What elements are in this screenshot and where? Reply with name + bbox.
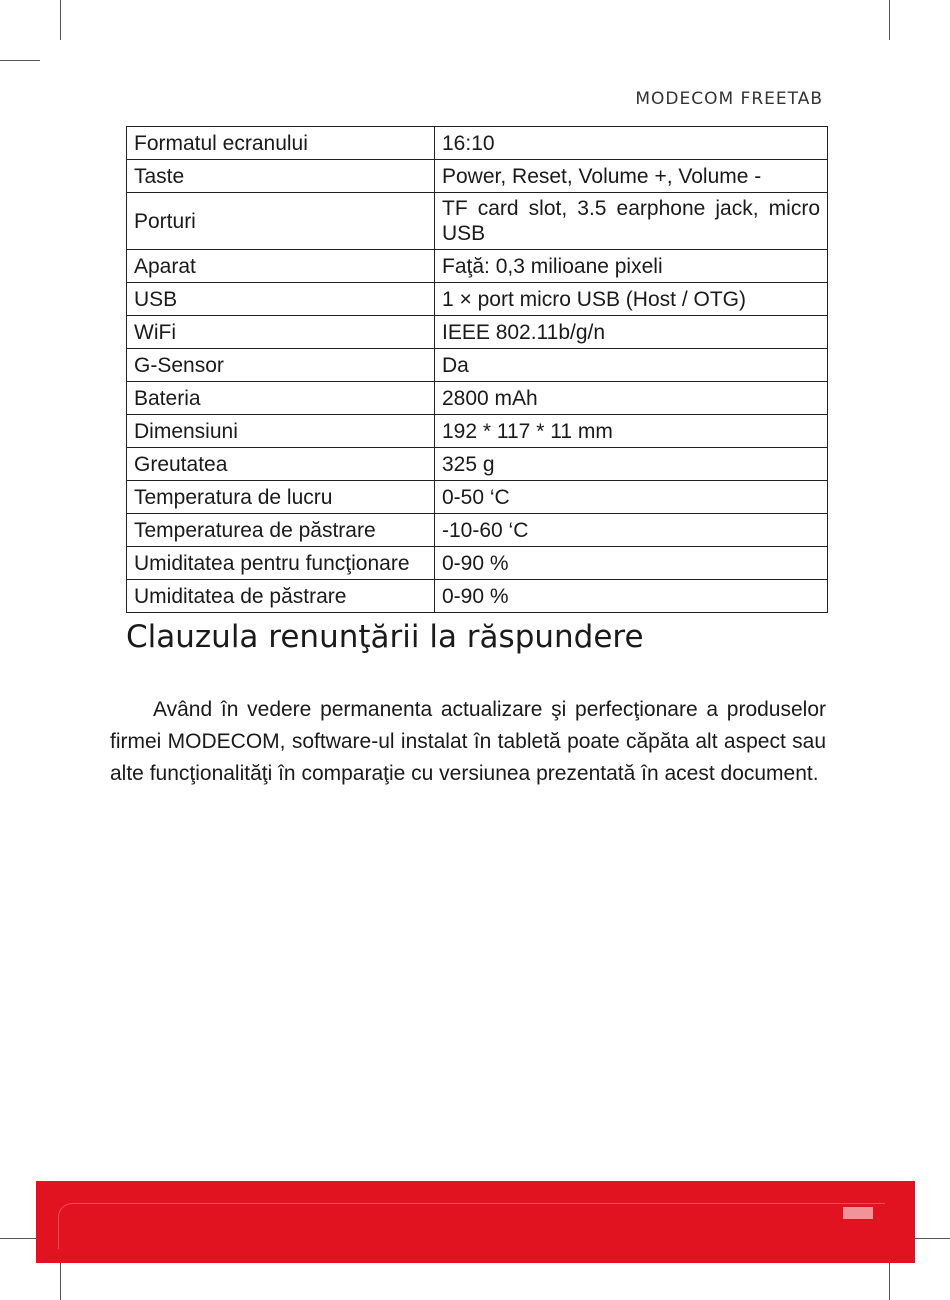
table-row xyxy=(127,193,828,250)
spec-key: Bateria xyxy=(127,382,435,415)
spec-key: Taste xyxy=(127,160,435,193)
section-title: Clauzula renunţării la răspundere xyxy=(126,619,644,655)
specs-table xyxy=(126,126,828,613)
crop-mark xyxy=(0,60,40,61)
spec-value: TF card slot, 3.5 earphone jack, micro USB xyxy=(435,193,828,250)
table-row xyxy=(127,349,828,382)
spec-value: 325 g xyxy=(435,448,828,481)
crop-mark xyxy=(0,1238,40,1239)
spec-value: 0-90 % xyxy=(435,580,828,613)
spec-key: Porturi xyxy=(127,193,435,250)
table-row xyxy=(127,316,828,349)
table-row xyxy=(127,580,828,613)
footer-inner-frame xyxy=(58,1203,885,1249)
spec-value: IEEE 802.11b/g/n xyxy=(435,316,828,349)
spec-key: Temperatura de lucru xyxy=(127,481,435,514)
spec-key: Greutatea xyxy=(127,448,435,481)
spec-key: Umiditatea de păstrare xyxy=(127,580,435,613)
crop-mark xyxy=(889,1258,890,1300)
header-brand: MODECOM FREETAB xyxy=(635,89,823,109)
spec-key: Temperaturea de păstrare xyxy=(127,514,435,547)
spec-key: USB xyxy=(127,283,435,316)
spec-key: WiFi xyxy=(127,316,435,349)
spec-value: 1 × port micro USB (Host / OTG) xyxy=(435,283,828,316)
table-row xyxy=(127,514,828,547)
spec-value: 0-90 % xyxy=(435,547,828,580)
crop-mark xyxy=(60,1258,61,1300)
spec-key: Formatul ecranului xyxy=(127,127,435,160)
disclaimer-paragraph: Având în vedere permanenta actualizare şi perfecţionare a produselor firmei MODECOM, software-ul instalat în tabletă poate căpăta alt aspect sau alte funcţionalităţi în comparaţie cu versiunea prezentată în acest document. xyxy=(110,698,826,785)
table-row xyxy=(127,448,828,481)
crop-mark xyxy=(60,0,61,40)
spec-value: Power, Reset, Volume +, Volume - xyxy=(435,160,828,193)
spec-value: Faţă: 0,3 milioane pixeli xyxy=(435,250,828,283)
table-row xyxy=(127,415,828,448)
spec-value: 16:10 xyxy=(435,127,828,160)
footer-bar xyxy=(36,1181,915,1263)
spec-key: G-Sensor xyxy=(127,349,435,382)
spec-key: Dimensiuni xyxy=(127,415,435,448)
table-row xyxy=(127,547,828,580)
crop-mark xyxy=(910,1238,950,1239)
spec-key: Umiditatea pentru funcţionare xyxy=(127,547,435,580)
table-row xyxy=(127,283,828,316)
spec-value: 0-50 ‘C xyxy=(435,481,828,514)
spec-value: 192 * 117 * 11 mm xyxy=(435,415,828,448)
page-number xyxy=(843,1207,873,1219)
spec-value: -10-60 ‘C xyxy=(435,514,828,547)
spec-value: 2800 mAh xyxy=(435,382,828,415)
table-row xyxy=(127,250,828,283)
table-row xyxy=(127,382,828,415)
spec-key: Aparat xyxy=(127,250,435,283)
table-row xyxy=(127,481,828,514)
crop-mark xyxy=(889,0,890,40)
table-row xyxy=(127,160,828,193)
spec-value: Da xyxy=(435,349,828,382)
table-row xyxy=(127,127,828,160)
